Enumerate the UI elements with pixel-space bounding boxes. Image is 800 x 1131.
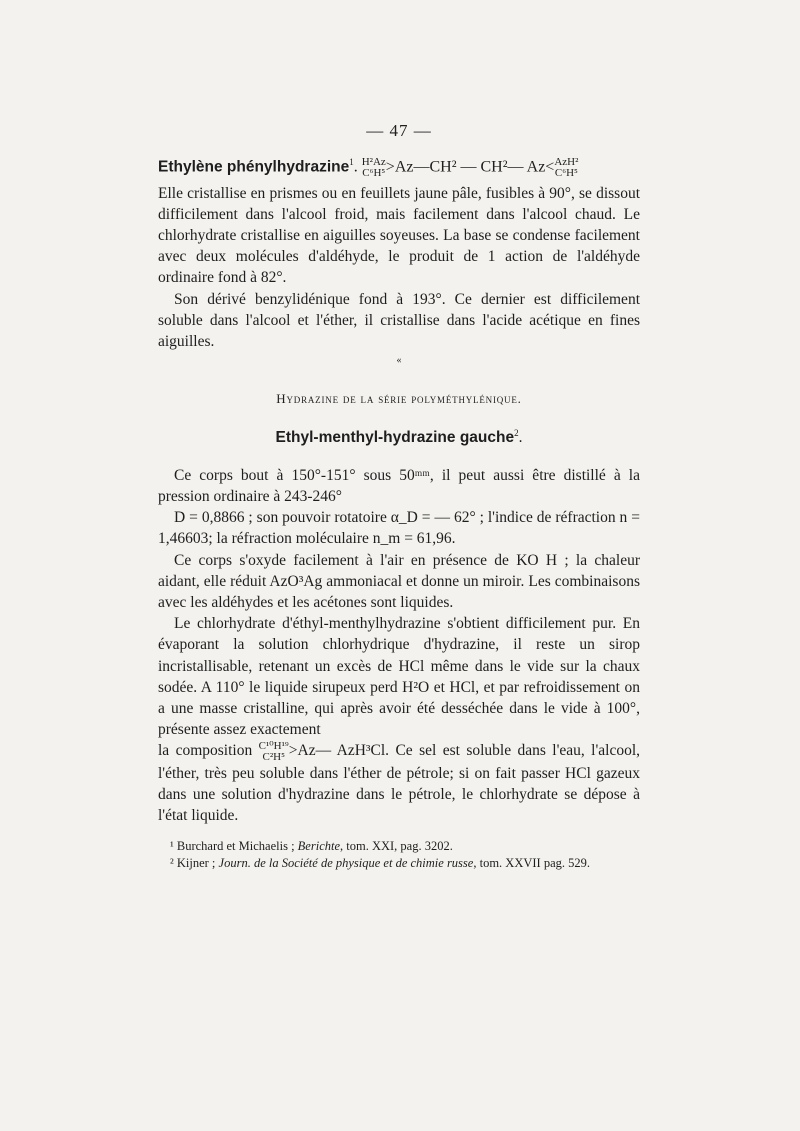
formula-right-group: AzH² C⁶H⁵ [554, 155, 579, 179]
paragraph: Le chlorhydrate d'éthyl-menthylhydrazine s'obtient difficilement pur. En évaporant la solution chlorhydrique d'hydrazine, il reste un sirop incristallisable, retenant un excès de HCl même dans le vide sur la chaux sodée. A 110° le liquide sirupeux perd H²O et HCl, et par refroidissement on a une masse cristalline, qui après avoir été desséchée dans le vide à 100°, présente assez exactement [158, 615, 640, 739]
document-page [158, 120, 640, 872]
formula-rest: >Az— AzH³Cl. [288, 742, 390, 760]
entry-heading: Ethyl-menthyl-hydrazine gauche$^2$. [275, 428, 523, 447]
footnote: ¹ Burchard et Michaelis ; Berichte, tom. XXI, pag. 3202. [170, 839, 453, 854]
entry-title: Ethylène phénylhydrazine [158, 158, 350, 176]
paragraph: Ce corps bout à 150°-151° sous 50ᵐᵐ, il peut aussi être distillé à la pression ordinaire à 243-246° [158, 466, 640, 505]
formula-group: C¹⁰H¹⁹ C²H⁵ [258, 739, 289, 763]
entry-title: Ethyl-menthyl-hydrazine gauche [275, 429, 515, 447]
paragraph: D = 0,8866 ; son pouvoir rotatoire α_D = — 62° ; l'indice de réfraction n = 1,46603; la réfraction moléculaire n_m = 61,96. [158, 509, 640, 548]
entry-header-ethylene: Ethylène phénylhydrazine$^1$. H²Az C⁶H⁵ >Az—CH² — CH²— Az< AzH² C⁶H⁵ [158, 155, 579, 179]
footnote-ref: 2 [514, 428, 519, 439]
formula-chain: >Az—CH² — CH²— Az< [385, 158, 555, 176]
print-mark: « [396, 355, 402, 367]
footnote-ref: 1 [349, 157, 354, 168]
paragraph: Elle cristallise en prismes ou en feuillets jaune pâle, fusibles à 90°, se dissout difficilement dans l'alcool froid, mais facilement dans l'alcool chaud. Le chlorhydrate cristallise en aiguilles soyeuses. La base se condense facilement avec deux molécules d'aldéhyde, le produit de 1 action de l'aldéhyde ordinaire fond à 82°. [158, 184, 640, 287]
formula-left-group: H²Az C⁶H⁵ [361, 155, 386, 179]
section-title: Hydrazine de la série polyméthylénique. [276, 391, 522, 407]
paragraph-with-formula: la composition C¹⁰H¹⁹ C²H⁵ >Az— AzH³Cl. Ce sel est soluble dans l'eau, l'alcool, l'éther, très peu soluble dans l'éther de pétrole; si on fait passer HCl gazeux dans une solution d'hydrazine dans le pétrole, le chlorhydrate se dépose à l'état liquide. [158, 739, 641, 825]
paragraph: Son dérivé benzylidénique fond à 193°. Ce dernier est difficilement soluble dans l'alcool et l'éther, il cristallise dans l'acide acétique en fines aiguilles. [158, 290, 640, 350]
footnote: ² Kijner ; Journ. de la Société de physique et de chimie russe, tom. XXVII pag. 529. [170, 856, 590, 871]
footnotes [158, 838, 640, 872]
page-number: — 47 — [366, 121, 432, 140]
paragraph: Ce corps s'oxyde facilement à l'air en présence de KO H ; la chaleur aidant, elle réduit AzO³Ag ammoniacal et donne un miroir. Les combinaisons avec les aldéhydes et les acétones sont liquides. [158, 551, 640, 611]
